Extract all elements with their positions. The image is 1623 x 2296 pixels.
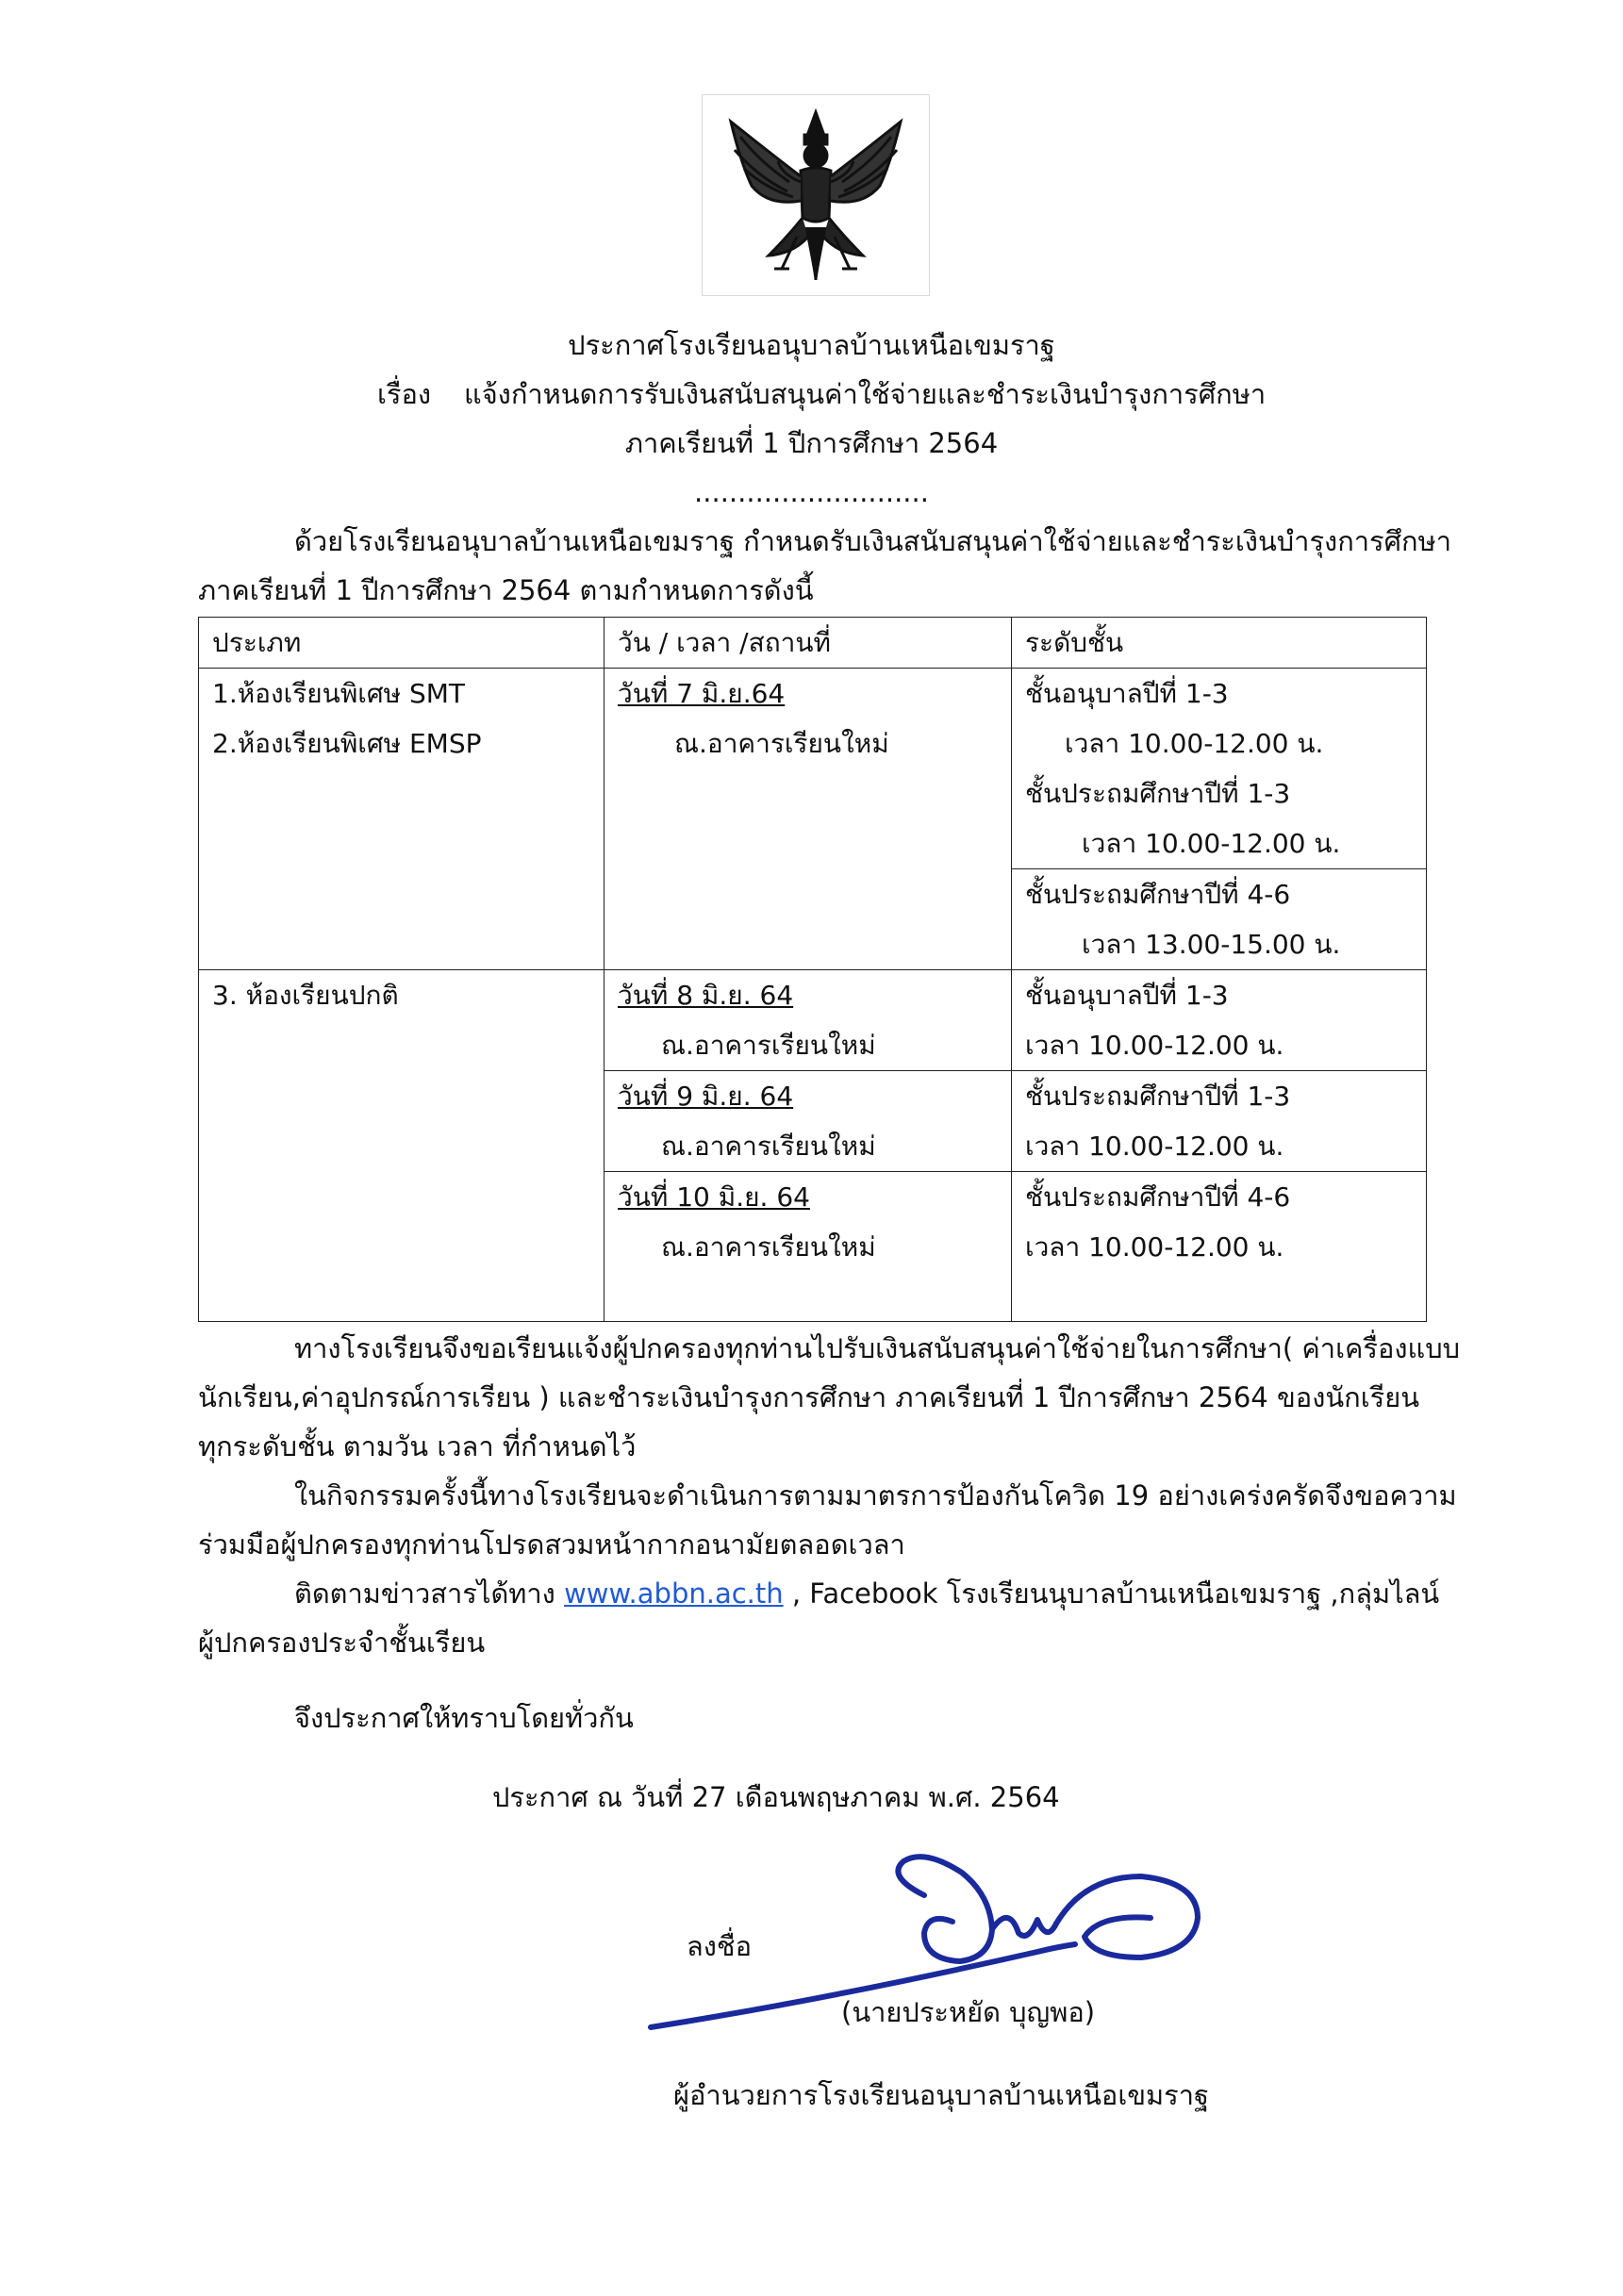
- regular-time-2: เวลา 10.00-12.00 น.: [1025, 1131, 1284, 1162]
- announcement-term: ภาคเรียนที่ 1 ปีการศึกษา 2564: [624, 427, 999, 459]
- regular-place-3: ณ.อาคารเรียนใหม่: [661, 1231, 876, 1263]
- paragraph-2-line-2: ร่วมมือผู้ปกครองทุกท่านโปรดสวมหน้ากากอนามัยตลอดเวลา: [198, 1528, 905, 1561]
- regular-type: 3. ห้องเรียนปกติ: [212, 980, 399, 1011]
- paragraph-1-line-3: ทุกระดับชั้น ตามวัน เวลา ที่กำหนดไว้: [198, 1430, 637, 1462]
- special-place: ณ.อาคารเรียนใหม่: [674, 728, 889, 759]
- intro-line-1: ด้วยโรงเรียนอนุบาลบ้านเหนือเขมราฐ กำหนดรับเงินสนับสนุนค่าใช้จ่ายและชำระเงินบำรุงการศึกษา: [294, 525, 1451, 557]
- special-time-2: เวลา 10.00-12.00 น.: [1082, 828, 1341, 859]
- special-date: วันที่ 7 มิ.ย.64: [618, 678, 786, 709]
- special-level-1: ชั้นอนุบาลปีที่ 1-3: [1025, 678, 1229, 709]
- signatory-name: (นายประหยัด บุญพอ): [841, 1996, 1096, 2028]
- regular-place-2: ณ.อาคารเรียนใหม่: [661, 1131, 876, 1162]
- closing-line: จึงประกาศให้ทราบโดยทั่วกัน: [294, 1702, 634, 1734]
- special-time-3: เวลา 13.00-15.00 น.: [1082, 929, 1341, 960]
- regular-date-cell-2: [604, 1071, 1012, 1172]
- regular-level-3: ชั้นประถมศึกษาปีที่ 4-6: [1025, 1181, 1291, 1213]
- subject-label: เรื่อง: [377, 378, 432, 410]
- regular-date-2: วันที่ 9 มิ.ย. 64: [618, 1081, 794, 1112]
- special-level-cell-2: [1012, 869, 1427, 970]
- garuda-emblem: [702, 94, 930, 296]
- intro-line-2: ภาคเรียนที่ 1 ปีการศึกษา 2564 ตามกำหนดการดังนี้: [198, 574, 814, 606]
- garuda-emblem-icon: [703, 95, 929, 295]
- title-separator: ...........................: [694, 476, 929, 508]
- regular-level-cell-1: [1012, 970, 1427, 1071]
- special-level-2: ชั้นประถมศึกษาปีที่ 1-3: [1025, 778, 1291, 809]
- announcement-subject: แจ้งกำหนดการรับเงินสนับสนุนค่าใช้จ่ายและชำระเงินบำรุงการศึกษา: [464, 378, 1267, 410]
- paragraph-1-line-1: ทางโรงเรียนจึงขอเรียนแจ้งผู้ปกครองทุกท่านไปรับเงินสนับสนุนค่าใช้จ่ายในการศึกษา( ค่าเครื่องแบบ: [294, 1332, 1461, 1364]
- regular-level-cell-2: [1012, 1071, 1427, 1172]
- special-level-3: ชั้นประถมศึกษาปีที่ 4-6: [1025, 879, 1291, 910]
- regular-date-cell-1: [604, 970, 1012, 1071]
- regular-time-3: เวลา 10.00-12.00 น.: [1025, 1231, 1284, 1263]
- schedule-table: [198, 617, 1427, 1322]
- regular-type-cell: [199, 970, 604, 1322]
- header-date-place: วัน / เวลา /สถานที่: [604, 618, 1012, 669]
- regular-level-cell-3: [1012, 1172, 1427, 1322]
- regular-place-1: ณ.อาคารเรียนใหม่: [661, 1030, 876, 1061]
- regular-date-cell-3: [604, 1172, 1012, 1322]
- header-type: ประเภท: [199, 618, 604, 669]
- regular-time-1: เวลา 10.00-12.00 น.: [1025, 1030, 1284, 1061]
- news-prefix: ติดตามข่าวสารได้ทาง: [294, 1577, 555, 1610]
- regular-level-1: ชั้นอนุบาลปีที่ 1-3: [1025, 980, 1229, 1011]
- sign-label: ลงชื่อ: [687, 1930, 753, 1962]
- regular-date-1: วันที่ 8 มิ.ย. 64: [618, 980, 794, 1011]
- special-level-cell-1: [1012, 669, 1427, 869]
- paragraph-3-line-2: ผู้ปกครองประจำชั้นเรียน: [198, 1627, 486, 1659]
- regular-date-3: วันที่ 10 มิ.ย. 64: [618, 1181, 810, 1213]
- announcement-title: ประกาศโรงเรียนอนุบาลบ้านเหนือเขมราฐ: [568, 329, 1055, 361]
- news-suffix: , Facebook โรงเรียนนุบาลบ้านเหนือเขมราฐ ,กลุ่มไลน์: [783, 1577, 1440, 1610]
- header-level: ระดับชั้น: [1012, 618, 1427, 669]
- paragraph-2-line-1: ในกิจกรรมครั้งนี้ทางโรงเรียนจะดำเนินการตามมาตรการป้องกันโควิด 19 อย่างเคร่งครัดจึงขอความ: [294, 1479, 1457, 1511]
- special-type-cell: [199, 669, 604, 970]
- announcement-date: ประกาศ ณ วันที่ 27 เดือนพฤษภาคม พ.ศ. 2564: [492, 1781, 1060, 1813]
- regular-level-2: ชั้นประถมศึกษาปีที่ 1-3: [1025, 1081, 1291, 1112]
- signatory-position: ผู้อำนวยการโรงเรียนอนุบาลบ้านเหนือเขมราฐ: [673, 2079, 1210, 2111]
- special-date-cell: [604, 669, 1012, 970]
- special-type-1: 1.ห้องเรียนพิเศษ SMT: [212, 678, 466, 709]
- paragraph-3-line-1: [294, 1569, 1439, 1619]
- paragraph-1-line-2: นักเรียน,ค่าอุปกรณ์การเรียน ) และชำระเงินบำรุงการศึกษา ภาคเรียนที่ 1 ปีการศึกษา 2564 ของนักเรียน: [198, 1381, 1420, 1413]
- website-link[interactable]: www.abbn.ac.th: [564, 1577, 784, 1610]
- special-time-1: เวลา 10.00-12.00 น.: [1065, 728, 1324, 759]
- special-type-2: 2.ห้องเรียนพิเศษ EMSP: [212, 728, 482, 759]
